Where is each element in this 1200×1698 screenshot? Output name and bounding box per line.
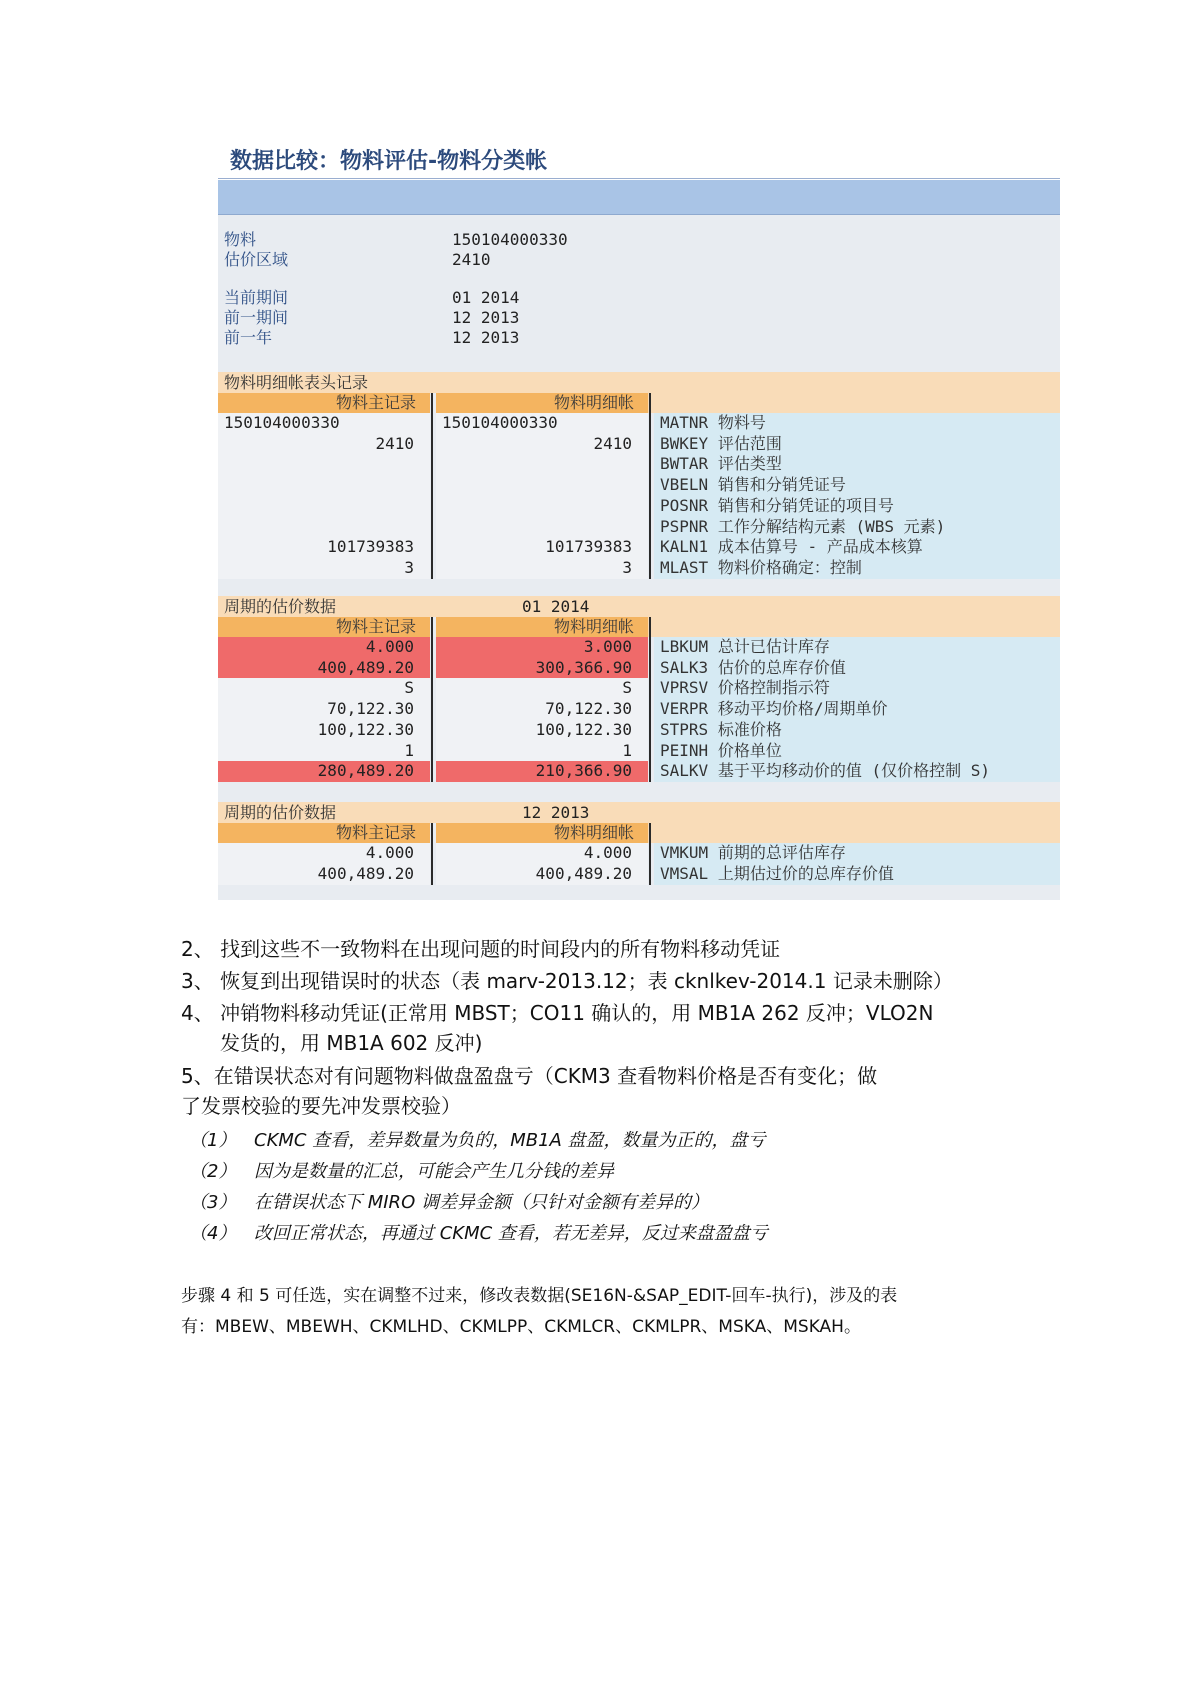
field-label-material: 物料 [224, 230, 257, 249]
field-value-previous-period: 12 2013 [452, 308, 520, 327]
field-code: SALK3 [660, 657, 709, 677]
master-value: 2410 [375, 433, 414, 453]
field-description [654, 843, 1060, 864]
field-description [654, 558, 1060, 579]
note-line-1: 步骤 4 和 5 可任选，实在调整不过来，修改表数据(SE16N-&SAP_EDIT-回车-执行)，涉及的表 [181, 1286, 898, 1306]
field-description [654, 413, 1060, 434]
master-value: 280,489.20 [218, 761, 430, 782]
section-title: 物料明细帐表头记录 [224, 373, 369, 392]
table-row [218, 761, 1060, 782]
master-value: 400,489.20 [218, 658, 430, 679]
step-3: 3、 恢复到出现错误时的状态（表 marv-2013.12；表 cknlkev-2014.1 记录未删除） [181, 969, 953, 993]
field-code: LBKUM [660, 637, 709, 656]
field-desc: 前期的总评估库存 [717, 843, 846, 862]
master-value [218, 496, 430, 517]
sap-screenshot [218, 138, 1060, 900]
field-desc: 销售和分销凭证的项目号 [717, 495, 894, 515]
field-code: POSNR [660, 495, 709, 515]
field-desc: 标准价格 [717, 719, 782, 739]
column-divider [649, 823, 651, 885]
ledger-value: 3 [622, 557, 632, 577]
master-value: 150104000330 [224, 413, 340, 432]
field-description [654, 720, 1060, 741]
step-5-continued: 了发票校验的要先冲发票校验） [181, 1094, 461, 1118]
field-code: BWTAR [660, 454, 709, 474]
field-code: PEINH [660, 740, 709, 760]
ledger-value: 101739383 [545, 537, 632, 557]
ledger-value: 1 [622, 740, 632, 760]
field-description [654, 434, 1060, 455]
ledger-value: 400,489.20 [535, 863, 632, 883]
ledger-value: 150104000330 [442, 413, 558, 432]
field-desc: 基于平均移动价的值 (仅价格控制 S) [717, 761, 990, 781]
master-value [218, 517, 430, 538]
table-row [218, 475, 1060, 496]
field-code: MLAST [660, 557, 709, 577]
field-description [654, 864, 1060, 885]
title-divider [218, 178, 1060, 179]
column-header-ledger: 物料明细帐 [436, 393, 648, 413]
ledger-value: 70,122.30 [545, 699, 632, 719]
field-description [654, 678, 1060, 699]
field-desc: 估价的总库存价值 [717, 657, 846, 677]
table-row [218, 454, 1060, 475]
section-title: 周期的估价数据 [224, 597, 337, 616]
column-divider [431, 823, 433, 885]
column-header-ledger: 物料明细帐 [436, 823, 648, 843]
column-headers [218, 393, 1060, 413]
step-4-continued: 发货的，用 MB1A 602 反冲) [220, 1031, 483, 1055]
table-row [218, 843, 1060, 864]
substep-2-number: （2） [189, 1161, 237, 1182]
field-value-valuation-area: 2410 [452, 250, 491, 269]
field-label-current-period: 当前期间 [224, 288, 289, 307]
field-code: SALKV [660, 761, 709, 781]
field-desc: 评估范围 [717, 433, 782, 453]
column-header-blank [648, 393, 1060, 413]
column-header-ledger: 物料明细帐 [436, 617, 648, 637]
table-row [218, 741, 1060, 762]
field-description [654, 637, 1060, 658]
field-code: VBELN [660, 475, 709, 495]
master-value [218, 454, 430, 475]
column-header-master: 物料主记录 [218, 823, 430, 843]
field-desc: 销售和分销凭证号 [717, 475, 846, 495]
table-row [218, 720, 1060, 741]
table-row [218, 637, 1060, 658]
field-desc: 移动平均价格/周期单价 [717, 699, 888, 719]
ledger-value: 4.000 [583, 843, 632, 862]
column-headers [218, 617, 1060, 637]
substep-4-number: （4） [189, 1223, 237, 1244]
field-code: PSPNR [660, 516, 709, 536]
master-value: 400,489.20 [317, 863, 414, 883]
section-title: 周期的估价数据 [224, 803, 337, 822]
column-divider [649, 617, 651, 782]
master-value: 4.000 [218, 637, 430, 658]
ledger-value [436, 517, 648, 538]
ledger-value: 2410 [593, 433, 632, 453]
column-divider [431, 393, 433, 579]
field-desc: 价格控制指示符 [717, 678, 830, 698]
field-desc: 价格单位 [717, 740, 782, 760]
ledger-value: 300,366.90 [436, 658, 648, 679]
field-code: MATNR [660, 413, 709, 432]
table-row [218, 517, 1060, 538]
field-code: VMSAL [660, 863, 709, 883]
ledger-value: S [622, 678, 632, 698]
field-description [654, 699, 1060, 720]
table-row [218, 678, 1060, 699]
substep-3-text: 在错误状态下 MIRO 调差异金额（只针对金额有差异的） [254, 1192, 709, 1213]
table-row [218, 537, 1060, 558]
substep-2-text: 因为是数量的汇总，可能会产生几分钱的差异 [254, 1161, 614, 1182]
field-value-material: 150104000330 [452, 230, 568, 249]
column-headers [218, 823, 1060, 843]
ledger-value: 3.000 [436, 637, 648, 658]
field-desc: 物料价格确定：控制 [717, 557, 862, 577]
field-desc: 上期估过价的总库存价值 [717, 863, 894, 883]
field-desc: 总计已估计库存 [717, 637, 830, 656]
substep-4-text: 改回正常状态，再通过 CKMC 查看，若无差异，反过来盘盈盘亏 [254, 1223, 768, 1244]
field-value-current-period: 01 2014 [452, 288, 520, 307]
master-value: S [404, 678, 414, 698]
field-code: KALN1 [660, 537, 709, 557]
table-row [218, 658, 1060, 679]
field-label-previous-period: 前一期间 [224, 308, 289, 327]
field-code: STPRS [660, 719, 709, 739]
field-description [654, 537, 1060, 558]
section-period: 12 2013 [522, 803, 590, 822]
section-header-ledger-header [218, 372, 1060, 393]
step-4: 4、 冲销物料移动凭证(正常用 MBST；CO11 确认的，用 MB1A 262 反冲；VLO2N [181, 1001, 934, 1025]
field-desc: 评估类型 [717, 454, 782, 474]
field-code: VERPR [660, 699, 709, 719]
master-value: 100,122.30 [317, 719, 414, 739]
toolbar-bar [218, 180, 1060, 215]
screenshot-title: 数据比较：物料评估-物料分类帐 [230, 149, 548, 174]
table-row [218, 434, 1060, 455]
column-header-blank [648, 617, 1060, 637]
column-header-blank [648, 823, 1060, 843]
table-row [218, 864, 1060, 885]
section-period: 01 2014 [522, 597, 590, 616]
field-description [654, 496, 1060, 517]
ledger-value [436, 475, 648, 496]
column-header-master: 物料主记录 [218, 393, 430, 413]
ledger-value: 210,366.90 [436, 761, 648, 782]
step-5: 5、在错误状态对有问题物料做盘盈盘亏（CKM3 查看物料价格是否有变化；做 [181, 1064, 878, 1088]
master-value [218, 475, 430, 496]
column-divider [431, 617, 433, 782]
field-code: BWKEY [660, 433, 709, 453]
substep-1-text: CKMC 查看，差异数量为负的，MB1A 盘盈，数量为正的，盘亏 [254, 1130, 766, 1151]
ledger-value [436, 454, 648, 475]
ledger-value: 100,122.30 [535, 719, 632, 739]
substep-3-number: （3） [189, 1192, 237, 1213]
section-header-prior-valuation [218, 802, 1060, 823]
field-description [654, 517, 1060, 538]
field-description [654, 454, 1060, 475]
column-divider [649, 393, 651, 579]
field-label-previous-year: 前一年 [224, 328, 273, 347]
section-header-period-valuation [218, 596, 1060, 617]
field-desc: 工作分解结构元素 (WBS 元素) [717, 516, 946, 536]
step-2: 2、 找到这些不一致物料在出现问题的时间段内的所有物料移动凭证 [181, 937, 781, 961]
note-line-2: 有：MBEW、MBEWH、CKMLHD、CKMLPP、CKMLCR、CKMLPR、MSKA、MSKAH。 [181, 1317, 861, 1337]
table-row [218, 413, 1060, 434]
master-value: 1 [404, 740, 414, 760]
field-value-previous-year: 12 2013 [452, 328, 520, 347]
ledger-value [436, 496, 648, 517]
master-value: 101739383 [327, 537, 414, 557]
field-label-valuation-area: 估价区域 [224, 250, 289, 269]
field-code: VMKUM [660, 843, 709, 862]
field-code: VPRSV [660, 678, 709, 698]
field-description [654, 761, 1060, 782]
field-desc: 成本估算号 - 产品成本核算 [717, 537, 923, 557]
master-value: 3 [404, 557, 414, 577]
column-header-master: 物料主记录 [218, 617, 430, 637]
field-description [654, 658, 1060, 679]
master-value: 4.000 [365, 843, 414, 862]
field-desc: 物料号 [717, 413, 766, 432]
field-description [654, 475, 1060, 496]
table-row [218, 699, 1060, 720]
table-row [218, 558, 1060, 579]
table-row [218, 496, 1060, 517]
substep-1-number: （1） [189, 1130, 237, 1151]
master-value: 70,122.30 [327, 699, 414, 719]
field-description [654, 741, 1060, 762]
